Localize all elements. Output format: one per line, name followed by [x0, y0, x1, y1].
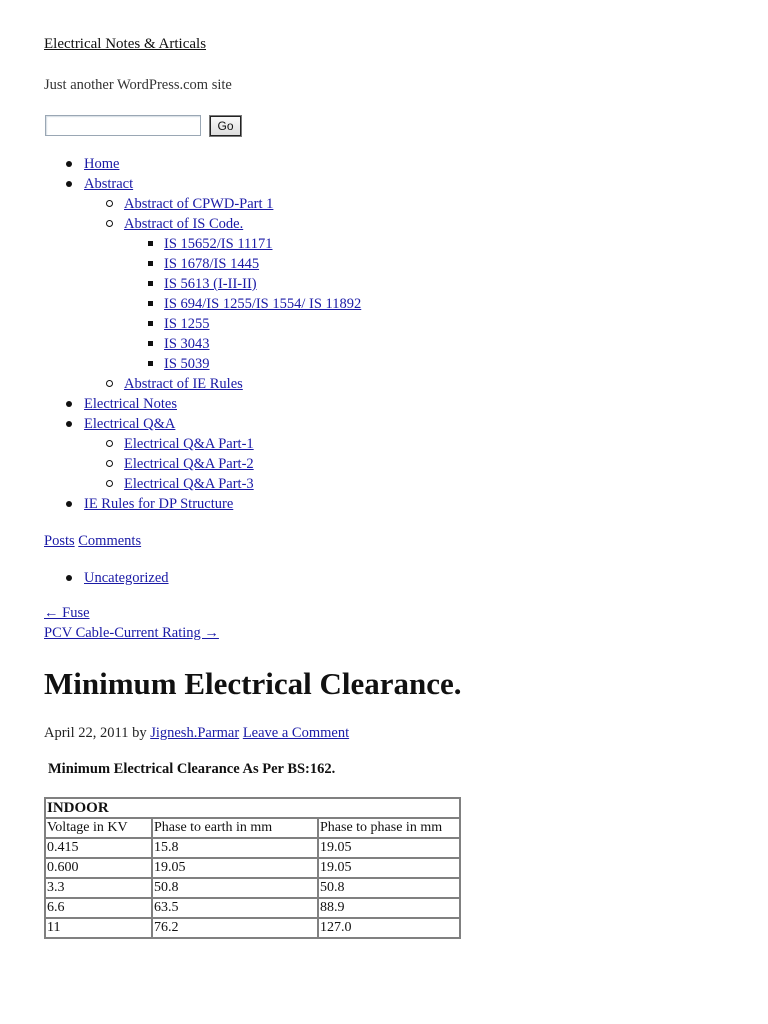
- table-header-row: [45, 818, 460, 838]
- comments-feed-link[interactable]: Comments: [78, 533, 142, 549]
- post-title: Minimum Electrical Clearance.: [44, 666, 462, 701]
- table-cell: 127.0: [318, 918, 460, 938]
- search-go-button[interactable]: Go: [209, 115, 242, 137]
- category-list: [44, 568, 169, 588]
- table-cell: 19.05: [318, 858, 460, 878]
- bullet-circle-icon: [106, 460, 113, 467]
- nav-item-is-1678: [44, 254, 361, 274]
- post-meta: [44, 725, 349, 742]
- table-cell: 88.9: [318, 898, 460, 918]
- bullet-disc-icon: [66, 501, 72, 507]
- bullet-disc-icon: [66, 575, 72, 581]
- table-cell: 6.6: [45, 898, 152, 918]
- post-author-link[interactable]: Jignesh.Parmar: [150, 725, 240, 741]
- nav-link-is-3043[interactable]: IS 3043: [164, 336, 210, 352]
- bullet-square-icon: [148, 301, 153, 306]
- nav-item-abstract-cpwd: [44, 194, 361, 214]
- bullet-circle-icon: [106, 380, 113, 387]
- clearance-table: [44, 797, 461, 939]
- table-cell: 0.600: [45, 858, 152, 878]
- previous-post-link[interactable]: ← Fuse: [44, 605, 90, 621]
- table-row: [45, 918, 460, 938]
- bullet-circle-icon: [106, 440, 113, 447]
- nav-link-electrical-qa[interactable]: Electrical Q&A: [84, 416, 176, 432]
- nav-item-electrical-notes: [44, 394, 361, 414]
- bullet-circle-icon: [106, 200, 113, 207]
- bullet-square-icon: [148, 341, 153, 346]
- nav-link-qa-part-3[interactable]: Electrical Q&A Part-3: [124, 476, 254, 492]
- site-title: [44, 36, 206, 53]
- bullet-disc-icon: [66, 161, 72, 167]
- bullet-square-icon: [148, 241, 153, 246]
- category-item: [44, 568, 169, 588]
- next-post-link[interactable]: PCV Cable-Current Rating →: [44, 625, 219, 641]
- nav-item-qa-part-3: [44, 474, 361, 494]
- table-cell: 19.05: [152, 858, 318, 878]
- nav-item-qa-part-2: [44, 454, 361, 474]
- nav-item-is-3043: [44, 334, 361, 354]
- nav-item-home: [44, 154, 361, 174]
- nav-link-is-5613[interactable]: IS 5613 (I-II-II): [164, 276, 257, 292]
- table-group-label: INDOOR: [45, 798, 460, 818]
- post-subheading: Minimum Electrical Clearance As Per BS:162.: [48, 761, 336, 777]
- table-header-cell: Phase to earth in mm: [152, 818, 318, 838]
- post-by-label: by: [132, 725, 147, 741]
- site-title-link[interactable]: Electrical Notes & Articals: [44, 36, 207, 52]
- nav-link-is-15652[interactable]: IS 15652/IS 11171: [164, 236, 273, 252]
- nav-item-is-5613: [44, 274, 361, 294]
- table-cell: 76.2: [152, 918, 318, 938]
- bullet-disc-icon: [66, 181, 72, 187]
- nav-item-is-694: [44, 294, 361, 314]
- bullet-square-icon: [148, 361, 153, 366]
- bullet-square-icon: [148, 321, 153, 326]
- page-cutoff: [0, 958, 768, 1024]
- table-cell: 50.8: [152, 878, 318, 898]
- table-cell: 0.415: [45, 838, 152, 858]
- table-row: [45, 858, 460, 878]
- nav-link-is-5039[interactable]: IS 5039: [164, 356, 210, 372]
- nav-link-abstract-cpwd[interactable]: Abstract of CPWD-Part 1: [124, 196, 274, 212]
- bullet-disc-icon: [66, 401, 72, 407]
- table-row: [45, 838, 460, 858]
- table-header-cell: Voltage in KV: [45, 818, 152, 838]
- search-input[interactable]: [45, 115, 201, 136]
- nav-link-abstract-is-code[interactable]: Abstract of IS Code.: [124, 216, 244, 232]
- nav-link-electrical-notes[interactable]: Electrical Notes: [84, 396, 177, 412]
- leave-comment-link[interactable]: Leave a Comment: [242, 725, 350, 741]
- posts-feed-link[interactable]: Posts: [44, 533, 75, 549]
- bullet-disc-icon: [66, 421, 72, 427]
- bullet-square-icon: [148, 281, 153, 286]
- nav-link-home[interactable]: Home: [84, 156, 120, 172]
- nav-link-ie-rules-dp[interactable]: IE Rules for DP Structure: [84, 496, 234, 512]
- nav-link-qa-part-2[interactable]: Electrical Q&A Part-2: [124, 456, 254, 472]
- nav-link-is-1255[interactable]: IS 1255: [164, 316, 210, 332]
- main-nav: [44, 154, 361, 514]
- post-date: April 22, 2011: [44, 725, 129, 741]
- table-cell: 19.05: [318, 838, 460, 858]
- nav-link-abstract-ie-rules[interactable]: Abstract of IE Rules: [124, 376, 243, 392]
- nav-link-abstract[interactable]: Abstract: [84, 176, 134, 192]
- table-cell: 15.8: [152, 838, 318, 858]
- table-header-cell: Phase to phase in mm: [318, 818, 460, 838]
- table-row: [45, 898, 460, 918]
- nav-item-abstract-is-code: [44, 214, 361, 234]
- nav-item-ie-rules-dp: [44, 494, 361, 514]
- nav-item-abstract: [44, 174, 361, 194]
- nav-item-is-15652: [44, 234, 361, 254]
- nav-item-is-1255: [44, 314, 361, 334]
- nav-item-qa-part-1: [44, 434, 361, 454]
- table-row: [45, 878, 460, 898]
- nav-item-is-5039: [44, 354, 361, 374]
- nav-item-abstract-ie-rules: [44, 374, 361, 394]
- nav-link-is-694[interactable]: IS 694/IS 1255/IS 1554/ IS 11892: [164, 296, 362, 312]
- site-tagline: Just another WordPress.com site: [44, 77, 232, 93]
- feed-links: [44, 533, 141, 550]
- nav-link-qa-part-1[interactable]: Electrical Q&A Part-1: [124, 436, 254, 452]
- bullet-square-icon: [148, 261, 153, 266]
- table-group-row: [45, 798, 460, 818]
- bullet-circle-icon: [106, 480, 113, 487]
- table-cell: 50.8: [318, 878, 460, 898]
- nav-item-electrical-qa: [44, 414, 361, 434]
- table-cell: 3.3: [45, 878, 152, 898]
- bullet-circle-icon: [106, 220, 113, 227]
- nav-link-is-1678[interactable]: IS 1678/IS 1445: [164, 256, 260, 272]
- table-cell: 11: [45, 918, 152, 938]
- category-link-uncategorized[interactable]: Uncategorized: [84, 570, 169, 586]
- table-cell: 63.5: [152, 898, 318, 918]
